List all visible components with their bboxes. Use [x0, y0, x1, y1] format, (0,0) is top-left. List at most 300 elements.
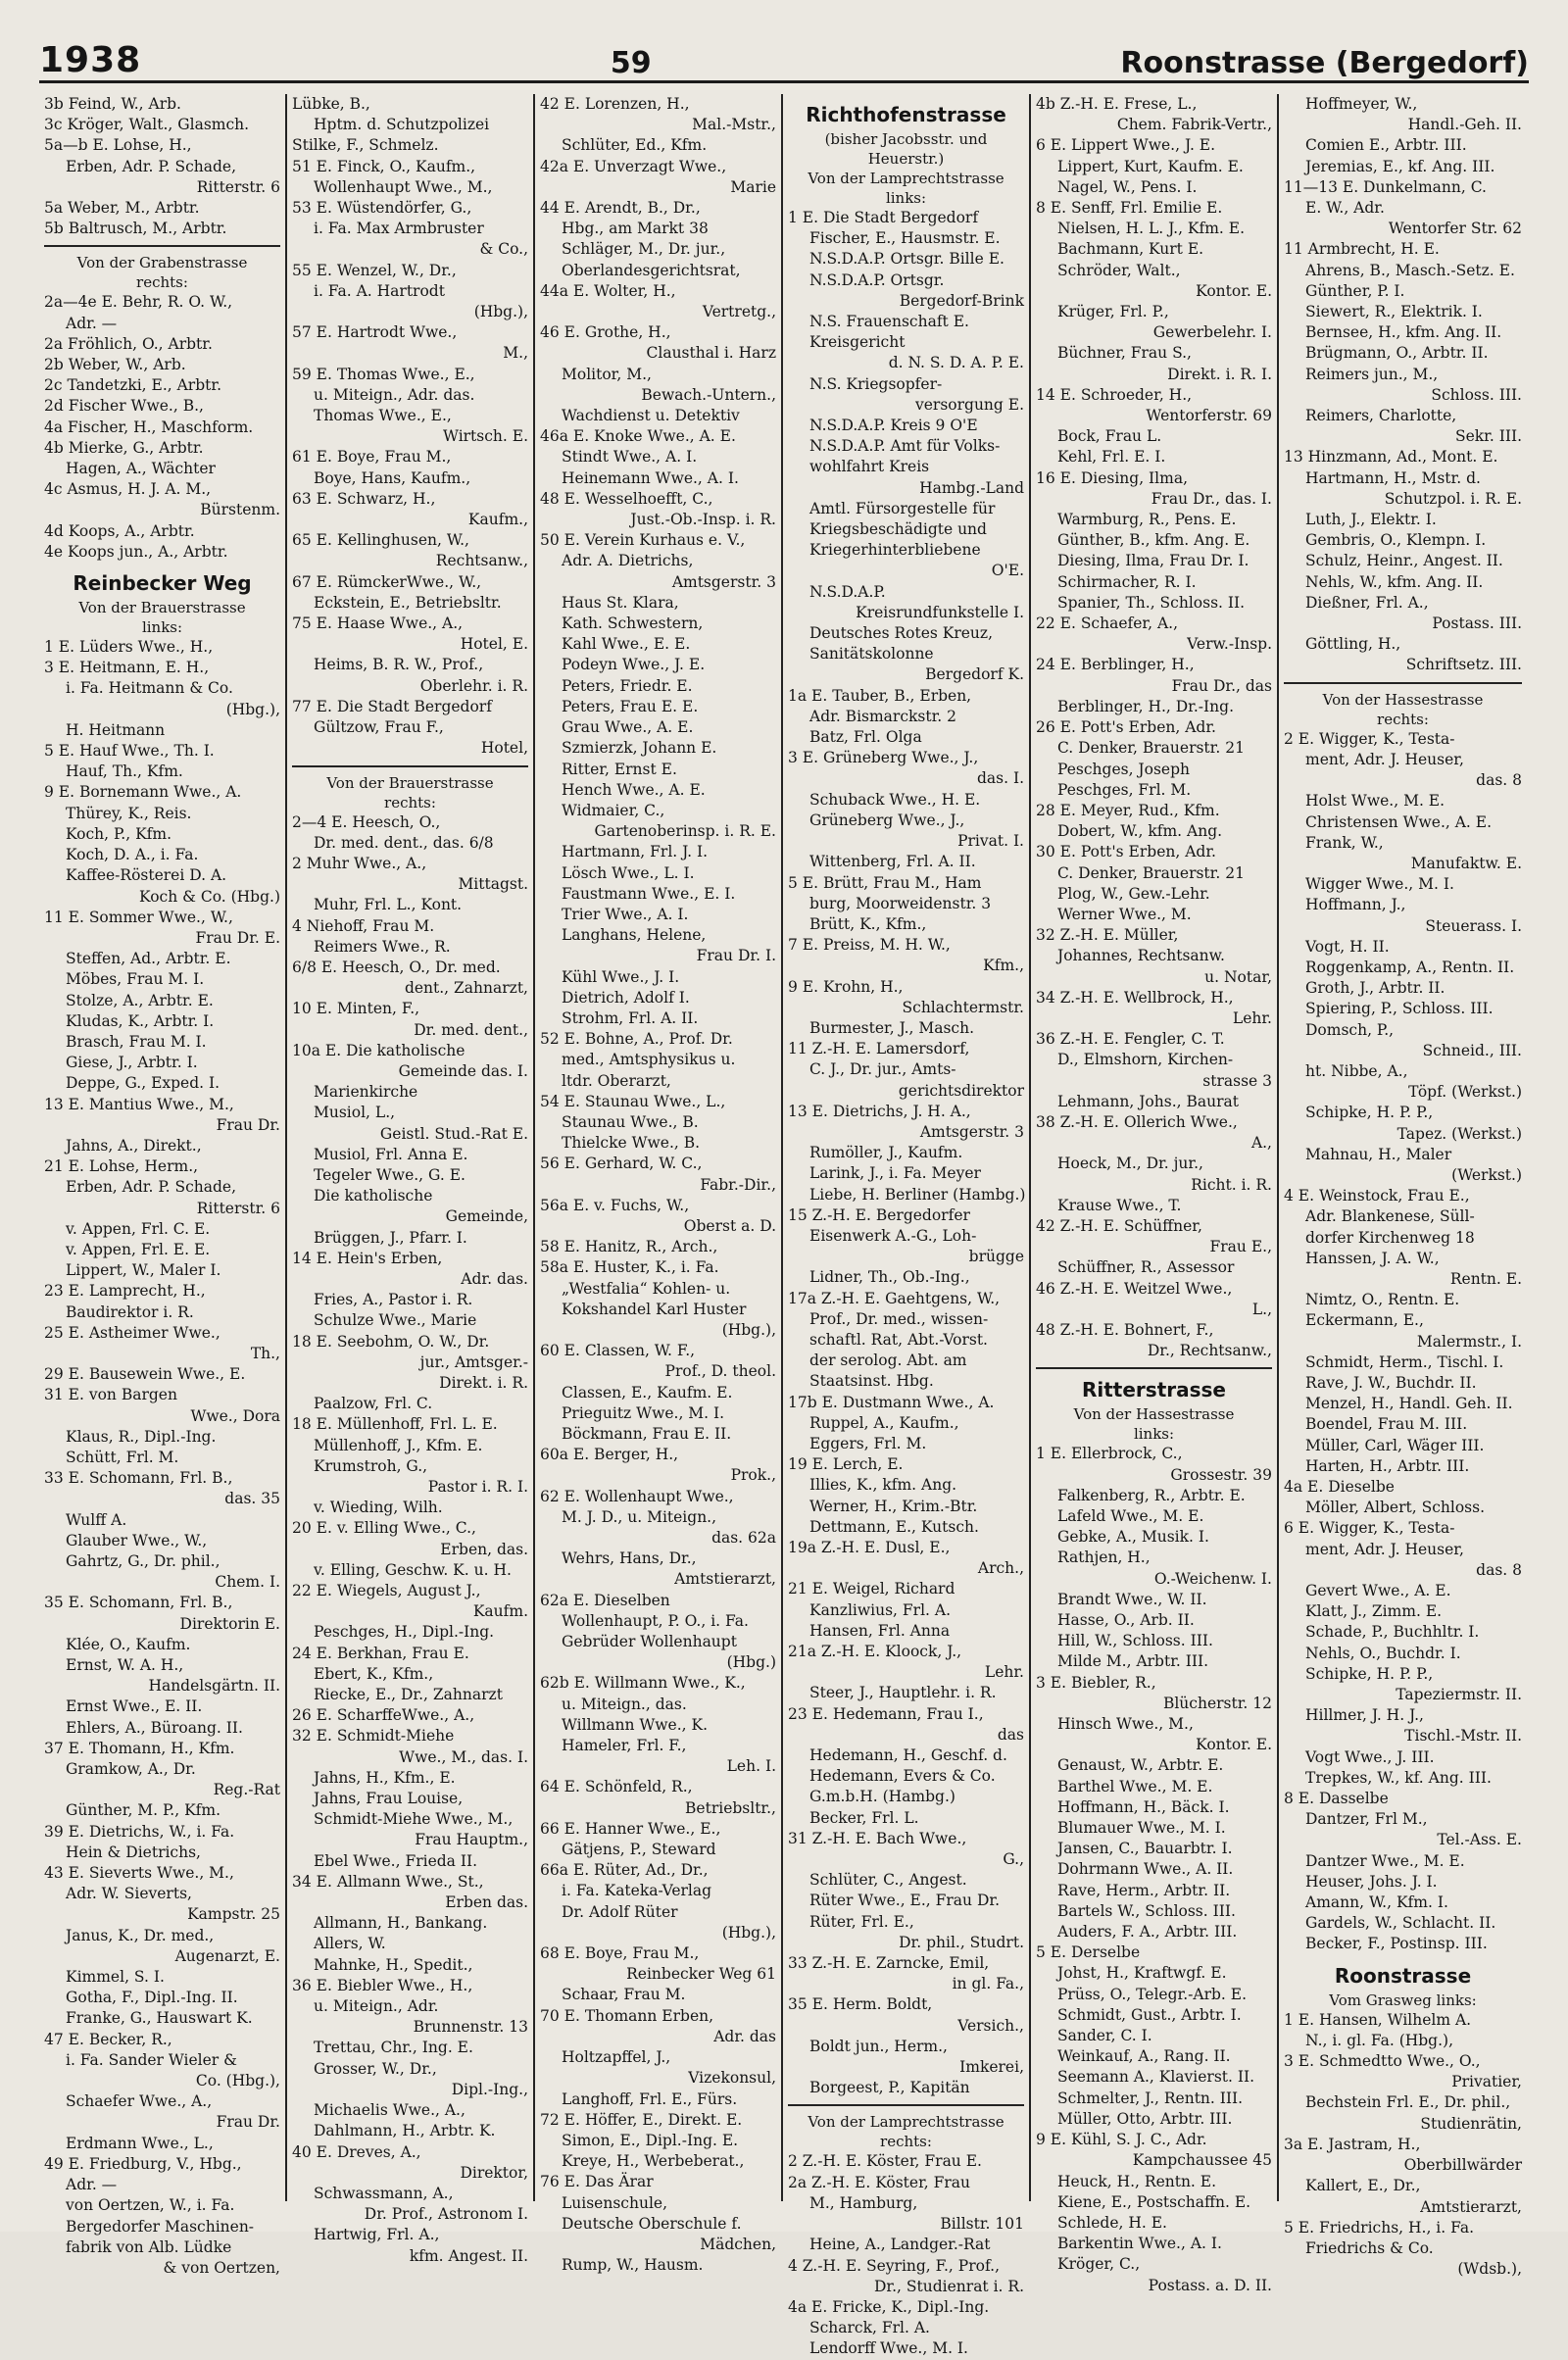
entry-line: Heims, B. R. W., Prof., [314, 656, 484, 674]
entry-line: Rathjen, H., [1057, 1549, 1151, 1567]
entry-line: Hoffmann, J., [1305, 896, 1406, 914]
entry-line: Spiering, P., Schloss. III. [1305, 1000, 1494, 1018]
entry-continuation: Dr., Rechtsanw., [1147, 1342, 1272, 1360]
entry-line: Glauber Wwe., W., [66, 1531, 208, 1549]
entry-continuation: Dr. phil., Studrt. [899, 1933, 1024, 1951]
entry-line: Boye, Hans, Kaufm., [314, 468, 471, 487]
entry-line: Michaelis Wwe., A., [314, 2101, 466, 2120]
entry-line: 43 E. Sieverts Wwe., M., [44, 1864, 234, 1883]
entry-continuation: Versich., [957, 2016, 1024, 2035]
entry-line: Christensen Wwe., A. E. [1305, 812, 1493, 831]
entry-continuation: Schlachtermstr. [902, 998, 1024, 1016]
entry-line: 3 E. Biebler, R., [1036, 1673, 1156, 1692]
header-year: 1938 [39, 40, 142, 80]
entry-line: Bechstein Frl. E., Dr. phil., [1305, 2093, 1511, 2112]
entry-line: Schaar, Frau M. [562, 1986, 686, 2004]
entry-line: Ernst, W. A. H., [66, 1656, 184, 1675]
entry-line: Trier Wwe., A. I. [562, 905, 689, 923]
entry-continuation: Direkt. i. R. I. [1167, 365, 1272, 383]
entry-continuation: Schloss. III. [1431, 385, 1522, 404]
entry-line: Oberlandesgerichtsrat, [562, 261, 741, 279]
entry-line: Nimtz, O., Rentn. E. [1305, 1291, 1460, 1309]
entry-line: Grüneberg Wwe., J., [809, 811, 965, 829]
entry-continuation: Handl.-Geh. II. [1407, 116, 1522, 134]
entry-line: Seemann A., Klavierst. II. [1057, 2068, 1255, 2087]
entry-continuation: Gewerbelehr. I. [1152, 323, 1272, 342]
entry-line: Burmester, J., Masch. [809, 1018, 975, 1037]
entry-line: 2b Weber, W., Arb. [44, 356, 186, 374]
entry-line: Grosser, W., Dr., [314, 2059, 437, 2078]
entry-line: Lippert, W., Maler I. [66, 1261, 221, 1280]
entry-line: burg, Moorweidenstr. 3 [809, 894, 992, 912]
entry-line: med., Amtsphysikus u. [562, 1051, 736, 1069]
entry-line: Koch, D. A., i. Fa. [66, 846, 199, 864]
entry-line: Schirmacher, R. I. [1057, 572, 1197, 591]
entry-line: Böckmann, Frau E. II. [562, 1425, 732, 1443]
entry-continuation: Dr. med. dent., [414, 1020, 528, 1039]
entry-continuation: Hotel, [480, 739, 528, 758]
entry-continuation: Geistl. Stud.-Rat E. [379, 1124, 528, 1143]
entry-line: Rüter, Frl. E., [809, 1912, 914, 1931]
entry-continuation: Frau Dr. E. [195, 928, 280, 947]
entry-line: 4 Z.-H. E. Seyring, F., Prof., [788, 2256, 1000, 2275]
entry-line: 33 Z.-H. E. Zarncke, Emil, [788, 1954, 990, 1973]
entry-line: Jansen, C., Bauarbtr. I. [1057, 1840, 1233, 1858]
entry-line: Ehlers, A., Büroang. II. [66, 1718, 243, 1737]
entry-line: N.S.D.A.P. Ortsgr. Bille E. [809, 250, 1004, 269]
entry-line: Holtzapffel, J., [562, 2048, 671, 2067]
entry-line: Hagen, A., Wächter [66, 460, 216, 478]
entry-line: 3 E. Heitmann, E. H., [44, 659, 210, 677]
entry-line: N.S. Kriegsopfer- [809, 374, 943, 393]
entry-line: 5b Baltrusch, M., Arbtr. [44, 220, 227, 238]
entry-line: Groth, J., Arbtr. II. [1305, 979, 1446, 998]
entry-line: Johst, H., Kraftwgf. E. [1057, 1964, 1227, 1983]
entry-line: Wollenhaupt, P. O., i. Fa. [562, 1611, 749, 1630]
entry-line: Jeremias, E., kf. Ang. III. [1305, 157, 1495, 175]
section-divider [44, 245, 280, 247]
entry-line: Szmierzk, Johann E. [562, 739, 717, 758]
entry-line: 26 E. Pott's Erben, Adr. [1036, 718, 1216, 737]
entry-line: 5a—b E. Lohse, H., [44, 136, 192, 155]
entry-line: Franke, G., Hauswart K. [66, 2009, 253, 2028]
entry-line: 19 E. Lerch, E. [788, 1455, 904, 1474]
entry-line: Lösch Wwe., L. I. [562, 863, 695, 882]
entry-line: Gramkow, A., Dr. [66, 1760, 196, 1779]
entry-line: Baudirektor i. R. [66, 1303, 194, 1321]
entry-line: Hanssen, J. A. W., [1305, 1249, 1440, 1267]
entry-line: 46 E. Grothe, H., [540, 323, 671, 342]
entry-line: Kreisgericht [809, 333, 906, 352]
entry-line: Brasch, Frau M. I. [66, 1032, 207, 1051]
entry-line: Dahlmann, H., Arbtr. K. [314, 2122, 496, 2140]
entry-line: Günther, P. I. [1305, 281, 1405, 300]
entry-line: ment, Adr. J. Heuser, [1305, 750, 1464, 768]
entry-line: Lidner, Th., Ob.-Ing., [809, 1268, 970, 1287]
entry-line: ht. Nibbe, A., [1305, 1061, 1408, 1080]
section-subheading: links: [1133, 1425, 1175, 1444]
entry-line: 4a E. Dieselbe [1284, 1478, 1395, 1496]
entry-line: wohlfahrt Kreis [809, 458, 930, 476]
entry-line: Hoffmann, H., Bäck. I. [1057, 1797, 1230, 1816]
entry-line: Janus, K., Dr. med., [66, 1926, 215, 1944]
entry-line: Strohm, Frl. A. II. [562, 1008, 699, 1027]
entry-line: Erben, Adr. P. Schade, [66, 157, 237, 175]
column-5 [1031, 94, 1279, 2294]
entry-line: Musiol, L., [314, 1104, 396, 1122]
entry-line: Möller, Albert, Schloss. [1305, 1499, 1485, 1517]
entry-line: „Westfalia“ Kohlen- u. [562, 1279, 731, 1298]
section-subheading: Von der Brauerstrasse [326, 773, 494, 792]
entry-line: Harten, H., Arbtr. III. [1305, 1456, 1470, 1475]
entry-continuation: Wwe., M., das. I. [399, 1747, 528, 1766]
entry-line: Lippert, Kurt, Kaufm. E. [1057, 157, 1244, 175]
section-subheading: Vom Grasweg links: [1329, 1991, 1477, 2009]
section-subheading: Von der Brauerstrasse [78, 599, 246, 617]
entry-line: 36 E. Biebler Wwe., H., [292, 1976, 473, 1994]
entry-line: Brügmann, O., Arbtr. II. [1305, 344, 1489, 363]
entry-line: Ritter, Ernst E. [562, 760, 677, 778]
entry-line: 67 E. RümckerWwe., W., [292, 572, 482, 591]
entry-line: 38 Z.-H. E. Ollerich Wwe., [1036, 1112, 1238, 1131]
entry-line: 6/8 E. Heesch, O., Dr. med. [292, 958, 501, 976]
entry-line: Möbes, Frau M. I. [66, 970, 205, 989]
entry-line: Paalzow, Frl. C. [314, 1395, 433, 1413]
entry-line: 9 E. Bornemann Wwe., A. [44, 783, 242, 802]
entry-line: Werner Wwe., M. [1057, 905, 1192, 923]
entry-continuation: Brunnenstr. 13 [413, 2018, 528, 2037]
entry-line: Musiol, Frl. Anna E. [314, 1145, 468, 1163]
entry-continuation: Frau Dr., das. I. [1151, 489, 1272, 508]
entry-line: Kiene, E., Postschaffn. E. [1057, 2192, 1251, 2211]
entry-line: N., i. gl. Fa. (Hbg.), [1305, 2031, 1454, 2049]
entry-line: Brandt Wwe., W. II. [1057, 1590, 1207, 1608]
entry-line: Mahnke, H., Spedit., [314, 1955, 473, 1974]
entry-continuation: gerichtsdirektor [898, 1081, 1024, 1100]
entry-line: 72 E. Höffer, E., Direkt. E. [540, 2110, 743, 2129]
entry-line: 3c Kröger, Walt., Glasmch. [44, 116, 250, 134]
entry-line: Thürey, K., Reis. [66, 804, 192, 822]
entry-continuation: Kampstr. 25 [187, 1905, 280, 1924]
entry-line: Riecke, E., Dr., Zahnarzt [314, 1686, 503, 1704]
entry-line: Muhr, Frl. L., Kont. [314, 896, 463, 914]
entry-line: Stilke, F., Schmelz. [292, 136, 439, 155]
entry-line: Schmidt, Gust., Arbtr. I. [1057, 2005, 1242, 2024]
entry-line: Kaffee-Rösterei D. A. [66, 866, 227, 885]
entry-line: 16 E. Diesing, Ilma, [1036, 468, 1188, 487]
entry-line: 2 E. Wigger, K., Testa- [1284, 729, 1455, 748]
entry-continuation: Arch., [977, 1559, 1024, 1578]
entry-line: der serolog. Abt. am [809, 1352, 967, 1370]
entry-line: 29 E. Bausewein Wwe., E. [44, 1365, 246, 1384]
entry-line: 4 Niehoff, Frau M. [292, 916, 435, 935]
entry-line: Milde M., Arbtr. III. [1057, 1652, 1209, 1671]
section-subheading: Heuerstr.) [867, 150, 945, 168]
entry-line: Schröder, Walt., [1057, 261, 1181, 279]
entry-line: Schlüter, C., Angest. [809, 1871, 967, 1890]
entry-line: 65 E. Kellinghusen, W., [292, 531, 469, 550]
entry-line: Classen, E., Kaufm. E. [562, 1383, 733, 1401]
entry-line: Peters, Friedr. E. [562, 676, 693, 695]
directory-columns [39, 94, 1529, 2358]
entry-line: Schmidt-Miehe Wwe., M., [314, 1810, 514, 1829]
entry-line: M., Hamburg, [809, 2193, 918, 2212]
entry-line: 25 E. Astheimer Wwe., [44, 1323, 220, 1342]
entry-continuation: u. Notar, [1204, 967, 1272, 986]
section-divider [1036, 1367, 1272, 1369]
entry-line: Werner, H., Krim.-Btr. [809, 1497, 978, 1515]
entry-line: Koch, P., Kfm. [66, 824, 172, 843]
entry-line: Deppe, G., Exped. I. [66, 1074, 220, 1093]
entry-line: Fischer, E., Hausmstr. E. [809, 229, 1001, 248]
entry-continuation: Mittagst. [458, 875, 528, 894]
entry-line: Fries, A., Pastor i. R. [314, 1291, 473, 1309]
entry-line: Hoffmeyer, W., [1305, 95, 1418, 113]
entry-line: 22 E. Schaefer, A., [1036, 615, 1179, 633]
entry-line: 2 Z.-H. E. Köster, Frau E. [788, 2152, 982, 2171]
entry-line: Schulz, Heinr., Angest. II. [1305, 552, 1503, 570]
entry-continuation: Gemeinde, [445, 1207, 528, 1226]
entry-line: 48 Z.-H. E. Bohnert, F., [1036, 1320, 1214, 1339]
entry-continuation: Steuerass. I. [1425, 916, 1522, 935]
entry-continuation: Frau Dr. I. [696, 947, 776, 965]
entry-continuation: in gl. Fa., [952, 1975, 1024, 1993]
entry-continuation: Direktor, [460, 2163, 528, 2182]
entry-continuation: Prok., [730, 1466, 776, 1485]
entry-line: 34 E. Allmann Wwe., St., [292, 1872, 484, 1891]
entry-line: Lendorff Wwe., M. I. [809, 2339, 968, 2358]
entry-continuation: das. 8 [1476, 771, 1522, 790]
entry-line: 66a E. Rüter, Ad., Dr., [540, 1861, 709, 1880]
entry-line: Hoeck, M., Dr. jur., [1057, 1155, 1203, 1173]
entry-line: 75 E. Haase Wwe., A., [292, 615, 464, 633]
entry-line: Prüss, O., Telegr.-Arb. E. [1057, 1985, 1248, 2003]
entry-continuation: Schneid., III. [1422, 1041, 1522, 1059]
entry-line: Schütt, Frl. M. [66, 1448, 179, 1466]
entry-line: Plog, W., Gew.-Lehr. [1057, 884, 1210, 903]
entry-line: Adr. — [66, 2176, 118, 2194]
entry-continuation: O'E. [991, 562, 1024, 580]
entry-line: 11—13 E. Dunkelmann, C. [1284, 177, 1487, 196]
entry-line: Adr. Bismarckstr. 2 [809, 707, 957, 725]
entry-line: 13 E. Dietrichs, J. H. A., [788, 1102, 971, 1120]
entry-continuation: Oberst a. D. [683, 1216, 776, 1235]
entry-continuation: Rentn. E. [1449, 1269, 1522, 1288]
entry-line: 58a E. Huster, K., i. Fa. [540, 1258, 719, 1277]
entry-line: Schlede, H. E. [1057, 2213, 1167, 2232]
entry-line: 6 E. Lippert Wwe., J. E. [1036, 136, 1216, 155]
entry-line: Göttling, H., [1305, 635, 1401, 654]
entry-line: Adr. W. Sieverts, [66, 1885, 192, 1903]
entry-line: 42a E. Unverzagt Wwe., [540, 157, 727, 175]
entry-line: Rüter Wwe., E., Frau Dr. [809, 1892, 1001, 1910]
entry-line: Erdmann Wwe., L., [66, 2134, 214, 2152]
entry-continuation: das [997, 1725, 1024, 1744]
entry-line: 8 E. Dasselbe [1284, 1790, 1389, 1808]
entry-line: Schmelter, J., Rentn. III. [1057, 2089, 1244, 2107]
entry-line: Brütt, K., Kfm., [809, 914, 927, 933]
entry-continuation: das. 8 [1476, 1560, 1522, 1579]
entry-line: 62a E. Dieselben [540, 1591, 670, 1609]
entry-line: Barkentin Wwe., A. I. [1057, 2235, 1222, 2253]
entry-continuation: M., [503, 344, 528, 363]
entry-line: 32 Z.-H. E. Müller, [1036, 926, 1179, 945]
entry-continuation: A., [1250, 1134, 1272, 1153]
entry-line: 1 E. Hansen, Wilhelm A. [1284, 2010, 1472, 2029]
entry-line: 2—4 E. Heesch, O., [292, 812, 441, 831]
entry-continuation: Oberbillwärder [1403, 2156, 1522, 2175]
entry-continuation: Rechtsanw., [435, 552, 528, 570]
street-heading: Richthofenstrasse [806, 103, 1006, 126]
entry-continuation: Kreisrundfunkstelle I. [856, 603, 1024, 621]
entry-line: Ernst Wwe., E. II. [66, 1697, 203, 1716]
entry-line: 13 Hinzmann, Ad., Mont. E. [1284, 448, 1498, 467]
entry-line: 14 E. Hein's Erben, [292, 1249, 443, 1267]
entry-line: Nehls, O., Buchdr. I. [1305, 1644, 1461, 1662]
entry-line: 68 E. Boye, Frau M., [540, 1944, 700, 1963]
entry-line: Mahnau, H., Maler [1305, 1145, 1452, 1163]
entry-line: 53 E. Wüstendörfer, G., [292, 199, 472, 218]
entry-line: Larink, J., i. Fa. Meyer [809, 1164, 981, 1183]
section-divider [292, 765, 528, 767]
entry-line: 1a E. Tauber, B., Erben, [788, 686, 972, 705]
entry-line: Scharck, Frl. A. [809, 2319, 930, 2337]
entry-continuation: Kaufm., [467, 511, 528, 529]
entry-line: Gahrtz, G., Dr. phil., [66, 1552, 220, 1570]
section-subheading: links: [141, 618, 183, 637]
entry-line: Stindt Wwe., A. I. [562, 448, 698, 467]
entry-line: 44a E. Wolter, H., [540, 281, 676, 300]
entry-line: dorfer Kirchenweg 18 [1305, 1228, 1475, 1247]
entry-line: Schipke, H. P. P., [1305, 1104, 1434, 1122]
entry-line: 31 E. von Bargen [44, 1386, 177, 1404]
entry-line: Bachmann, Kurt E. [1057, 240, 1204, 259]
entry-line: 60 E. Classen, W. F., [540, 1342, 696, 1360]
entry-continuation: Co. (Hbg.), [195, 2072, 280, 2090]
entry-line: 19a Z.-H. E. Dusl, E., [788, 1539, 951, 1556]
section-divider [788, 2104, 1024, 2106]
entry-line: Klée, O., Kaufm. [66, 1635, 191, 1653]
entry-line: Staatsinst. Hbg. [809, 1372, 934, 1391]
entry-continuation: (Hbg.), [721, 1923, 776, 1942]
entry-continuation: Reg.-Rat [213, 1781, 280, 1799]
entry-line: Heuck, H., Rentn. E. [1057, 2172, 1217, 2190]
column-2 [287, 94, 535, 2265]
entry-continuation: Blücherstr. 12 [1162, 1694, 1272, 1712]
entry-line: 37 E. Thomann, H., Kfm. [44, 1739, 235, 1757]
entry-line: 4 E. Weinstock, Frau E., [1284, 1187, 1470, 1205]
section-subheading: Von der Hassestrasse [1322, 690, 1484, 709]
entry-continuation: Adr. das. [461, 1269, 528, 1288]
entry-line: 3a E. Jastram, H., [1284, 2135, 1421, 2153]
entry-line: Nehls, W., kfm. Ang. II. [1305, 572, 1484, 591]
entry-line: 14 E. Schroeder, H., [1036, 385, 1193, 404]
section-subheading: rechts: [384, 793, 436, 811]
entry-continuation: (Hbg.), [473, 303, 528, 321]
entry-line: Dantzer, Frl M., [1305, 1810, 1428, 1829]
entry-line: Allers, W. [314, 1935, 386, 1953]
entry-line: 24 E. Berblinger, H., [1036, 656, 1195, 674]
entry-line: Ebel Wwe., Frieda II. [314, 1851, 478, 1870]
street-heading: Reinbecker Weg [73, 571, 252, 596]
entry-continuation: Frau Dr. [216, 1115, 280, 1134]
entry-line: N.S.D.A.P. [809, 582, 886, 601]
entry-continuation: (Wdsb.), [1457, 2260, 1522, 2279]
entry-continuation: Amtstierarzt, [1420, 2197, 1522, 2216]
entry-line: 46a E. Knoke Wwe., A. E. [540, 427, 736, 446]
entry-line: v. Appen, Frl. C. E. [66, 1219, 211, 1238]
entry-line: 66 E. Hanner Wwe., E., [540, 1819, 721, 1838]
entry-continuation: Sekr. III. [1454, 427, 1522, 446]
entry-continuation: Augenarzt, E. [174, 1946, 280, 1965]
entry-line: Reimers Wwe., R. [314, 937, 451, 956]
section-subheading: Von der Lamprechtstrasse [808, 2113, 1004, 2132]
entry-continuation: Postass. a. D. II. [1148, 2276, 1272, 2294]
entry-line: Warmburg, R., Pens. E. [1057, 511, 1237, 529]
entry-continuation: Ritterstr. 6 [196, 177, 280, 196]
entry-line: 22 E. Wiegels, August J., [292, 1582, 481, 1600]
entry-line: 34 Z.-H. E. Wellbrock, H., [1036, 988, 1234, 1007]
entry-line: 11 Z.-H. E. Lamersdorf, [788, 1040, 970, 1058]
entry-line: u. Miteign., das. [562, 1695, 687, 1713]
entry-continuation: d. N. S. D. A. P. E. [888, 354, 1024, 372]
entry-line: Prieguitz Wwe., M. I. [562, 1403, 725, 1422]
entry-line: Adr. Blankenese, Süll- [1305, 1207, 1475, 1226]
entry-continuation: Dr., Studienrat i. R. [874, 2277, 1024, 2295]
entry-line: Kriegsbeschädigte und [809, 520, 987, 539]
entry-line: Trepkes, W., kf. Ang. III. [1305, 1768, 1492, 1787]
entry-line: i. Fa. Kateka-Verlag [562, 1882, 712, 1900]
entry-line: Eisenwerk A.-G., Loh- [809, 1226, 977, 1245]
entry-line: 1 E. Die Stadt Bergedorf [788, 209, 979, 226]
entry-line: Hench Wwe., A. E. [562, 780, 706, 799]
entry-line: Genaust, W., Arbtr. E. [1057, 1756, 1224, 1775]
entry-continuation: Erben das. [445, 1893, 528, 1912]
entry-continuation: brügge [968, 1248, 1024, 1266]
entry-continuation: Bergedorf K. [925, 665, 1024, 684]
entry-line: Comien E., Arbtr. III. [1305, 136, 1467, 155]
entry-line: Thielcke Wwe., B. [562, 1134, 701, 1153]
entry-line: N.S.D.A.P. Amt für Volks- [809, 437, 1001, 456]
entry-line: Bergedorfer Maschinen- [66, 2217, 255, 2236]
entry-line: Dantzer Wwe., M. E. [1305, 1851, 1465, 1870]
entry-line: Gevert Wwe., A. E. [1305, 1582, 1451, 1600]
entry-line: 64 E. Schönfeld, R., [540, 1778, 693, 1796]
entry-line: Molitor, M., [562, 365, 652, 383]
entry-line: 40 E. Dreves, A., [292, 2142, 421, 2161]
entry-continuation: Amtsgerstr. 3 [671, 572, 776, 591]
entry-line: Reimers, Charlotte, [1305, 407, 1457, 425]
entry-line: Hartmann, H., Mstr. d. [1305, 468, 1481, 487]
entry-continuation: Koch & Co. (Hbg.) [139, 887, 280, 906]
entry-line: Domsch, P., [1305, 1020, 1395, 1039]
entry-line: u. Miteign., Adr. das. [314, 385, 475, 404]
entry-continuation: & von Oertzen, [163, 2258, 280, 2277]
entry-continuation: Verw.-Insp. [1187, 635, 1272, 654]
entry-line: N.S.D.A.P. Kreis 9 O'E [809, 417, 978, 435]
entry-line: Kokshandel Karl Huster [562, 1300, 747, 1318]
entry-line: 9 E. Kühl, S. J. C., Adr. [1036, 2131, 1207, 2149]
entry-line: ltdr. Oberarzt, [562, 1071, 671, 1090]
entry-continuation: Schriftsetz. III. [1405, 656, 1522, 674]
entry-line: 5a Weber, M., Arbtr. [44, 199, 200, 218]
entry-continuation: Malermstr., I. [1416, 1332, 1522, 1351]
entry-line: Müller, Carl, Wäger III. [1305, 1436, 1485, 1454]
entry-line: 30 E. Pott's Erben, Adr. [1036, 843, 1216, 861]
entry-line: E. W., Adr. [1305, 199, 1385, 218]
entry-line: Vogt Wwe., J. III. [1305, 1747, 1435, 1766]
entry-continuation: Tapeziermstr. II. [1396, 1686, 1522, 1704]
